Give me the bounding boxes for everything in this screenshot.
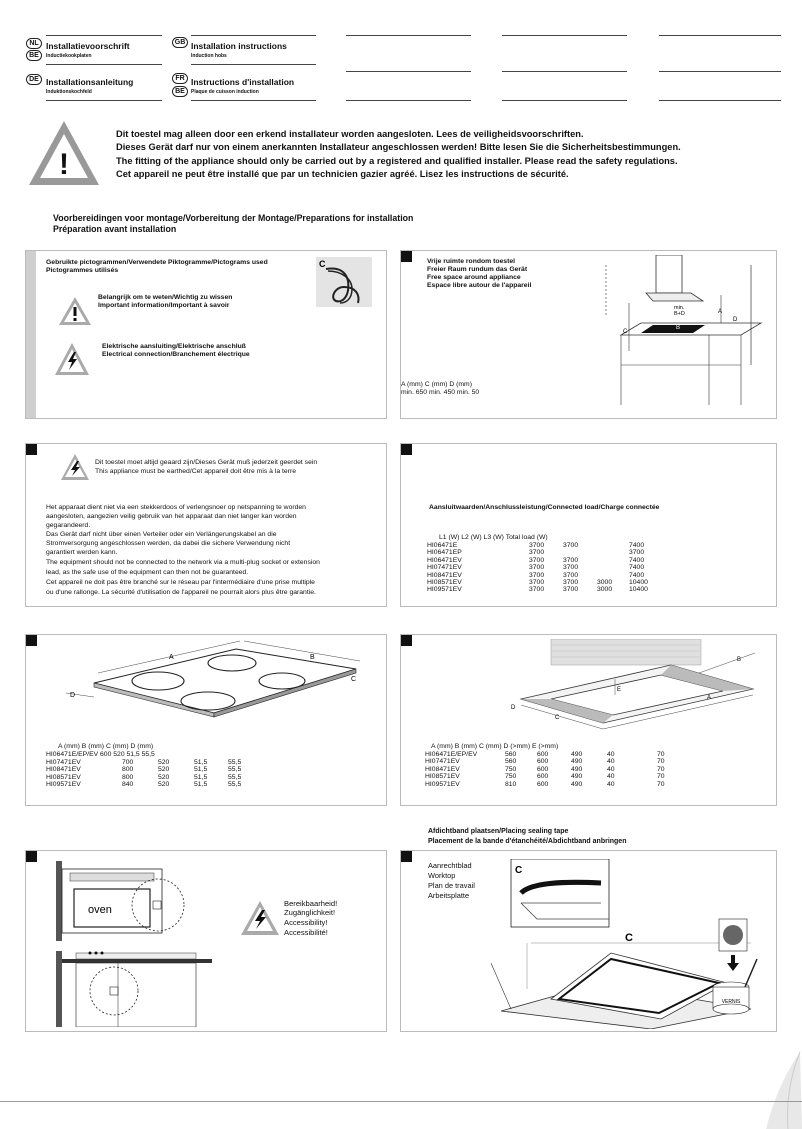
panel-earthing — [25, 443, 387, 607]
sealing-title: Afdichtband plaatsen/Placing sealing tape — [428, 828, 569, 835]
dim-cell: 51,5 — [194, 759, 208, 766]
cutout-cell: 490 — [571, 780, 583, 788]
load-cell: 3700 — [529, 586, 545, 594]
earthing-title: This appliance must be earthed/Cet appareil doit être mis à la terre — [95, 468, 296, 475]
load-cell: 3700 — [529, 571, 545, 579]
svg-text:C: C — [623, 329, 628, 335]
lang-badge-be: BE — [26, 50, 42, 61]
load-cell: 7400 — [629, 564, 645, 572]
title-nl: Installatievoorschrift — [46, 41, 130, 51]
cable-icon — [316, 257, 372, 307]
warning-triangle-icon — [26, 118, 102, 188]
worktop-label: Arbeitsplatte — [428, 891, 470, 900]
panel-cutout-dimensions — [400, 634, 777, 806]
model-name: HI08471EV — [427, 571, 462, 579]
earthing-paragraph: Stromversorgung angeschlossen werden, da dabei die sichere Verwendung nicht — [46, 540, 291, 547]
cutout-cell: 70 — [657, 758, 665, 766]
dim-cell: 520 — [158, 781, 170, 789]
svg-text:C: C — [625, 932, 633, 944]
earthing-paragraph: garantiert werden kann. — [46, 549, 118, 556]
earthing-paragraph: aangesloten, aangezien veilig gebruik van het apparaat dan niet langer kan worden — [46, 513, 297, 520]
kitchen-clearance-diagram — [601, 255, 773, 415]
electric-warning-icon — [239, 899, 281, 937]
electric-warning-icon — [53, 341, 91, 377]
dim-cell: 51,5 — [194, 781, 208, 789]
svg-text:min.: min. — [674, 305, 685, 311]
svg-text:C: C — [515, 865, 523, 876]
header-rule — [191, 100, 316, 101]
load-cell: 7400 — [629, 542, 645, 549]
worktop-label: Plan de travail — [428, 881, 475, 890]
load-cell: 3700 — [563, 564, 579, 572]
svg-text:E: E — [617, 687, 622, 693]
accessibility-diagram — [56, 861, 216, 1027]
subtitle-gb: Induction hobs — [191, 53, 227, 59]
cutout-header: A (mm) B (mm) C (mm) D (>mm) E (>mm) — [431, 743, 559, 750]
dim-cell: 840 — [122, 781, 134, 789]
electric-warning-icon — [59, 452, 91, 482]
dim-cell: 800 — [122, 773, 134, 781]
load-header: L1 (W) L2 (W) L3 (W) Total load (W) — [439, 534, 548, 541]
header-rule — [46, 64, 162, 65]
cutout-cell: 600 — [537, 758, 549, 766]
warning-text-fr: Cet appareil ne peut être installé que par un technicien gazier agréé. Lisez les instructions de sécurité. — [116, 169, 569, 179]
hob-dim-header: A (mm) B (mm) C (mm) D (mm) — [58, 743, 154, 750]
load-cell: 7400 — [629, 556, 645, 564]
svg-text:D: D — [70, 692, 76, 699]
panel-corner — [26, 851, 37, 862]
free-space-title: Free space around appliance — [427, 274, 521, 281]
header-rule — [46, 35, 162, 36]
cutout-cell: 40 — [607, 765, 615, 773]
panel-corner — [401, 444, 412, 455]
panel-corner — [26, 444, 37, 455]
load-title: Aansluitwaarden/Anschlussleistung/Connected load/Charge connectée — [429, 504, 660, 511]
header-rule — [191, 64, 316, 65]
model-name: HI09571EV — [427, 586, 462, 594]
header-rule — [346, 35, 471, 36]
footer-rule — [0, 1101, 802, 1102]
model-name: HI08571EV — [46, 773, 81, 781]
cutout-cell: 560 — [505, 758, 517, 766]
header-rule — [502, 35, 627, 36]
cutout-cell: 600 — [537, 773, 549, 781]
cutout-cell: 70 — [657, 773, 665, 781]
subtitle-de: Induktionskochfeld — [46, 89, 92, 95]
model-name: HI08471EV — [46, 766, 81, 774]
cutout-cell: 70 — [657, 765, 665, 773]
earthing-paragraph: gegarandeerd. — [46, 522, 91, 529]
svg-text:oven: oven — [88, 904, 112, 916]
svg-text:A: A — [718, 309, 723, 315]
svg-text:B: B — [676, 325, 681, 331]
worktop-label: Worktop — [428, 871, 456, 880]
cutout-cell: 40 — [607, 773, 615, 781]
cutout-cell: 490 — [571, 751, 583, 758]
dim-cell: 55,5 — [228, 781, 242, 789]
svg-text:C: C — [319, 259, 326, 269]
cutout-cell: 40 — [607, 758, 615, 766]
model-name: HI08471EV — [425, 765, 460, 773]
cutout-cell: 70 — [657, 780, 665, 788]
accessibility-label: Accessibilité! — [284, 928, 328, 937]
header-rule — [659, 35, 781, 36]
dim-cell: 520 — [158, 759, 170, 766]
svg-text:A: A — [169, 654, 174, 661]
load-cell: 3000 — [597, 586, 613, 594]
dim-cell: 51,5 — [194, 766, 208, 774]
hob-dim-first-row: HI06471E/EP/EV 600 520 51,5 55,5 — [46, 751, 155, 758]
svg-text:A: A — [707, 695, 712, 701]
load-cell: 3000 — [597, 579, 613, 586]
page-curl-icon — [756, 1052, 802, 1129]
cutout-cell: 490 — [571, 773, 583, 781]
model-name: HI08571EV — [427, 579, 462, 586]
load-cell: 3700 — [563, 571, 579, 579]
dim-cell: 55,5 — [228, 766, 242, 774]
cutout-cell: 70 — [657, 751, 665, 758]
load-cell: 10400 — [629, 579, 648, 586]
header-rule — [191, 35, 316, 36]
earthing-paragraph: Cet appareil ne doit pas être branché sur le réseau par l'intermédiaire d'une prise multiple — [46, 579, 315, 586]
section-title: Voorbereidingen voor montage/Vorbereitung der Montage/Preparations for installation — [53, 213, 414, 223]
svg-text:B+D: B+D — [674, 311, 685, 317]
panel-connected-load — [400, 443, 777, 607]
worktop-label: Aanrechtblad — [428, 861, 472, 870]
load-cell: 3700 — [529, 542, 545, 549]
dim-cell: 800 — [122, 766, 134, 774]
header-rule — [502, 71, 627, 72]
cutout-cell: 600 — [537, 780, 549, 788]
warning-text-en: The fitting of the appliance should only be carried out by a registered and qualified installer. Please read the safety regulations. — [116, 156, 678, 166]
model-name: HI07471EV — [425, 758, 460, 766]
free-space-title: Freier Raum rundum das Gerät — [427, 266, 528, 273]
earthing-paragraph: ou d'une rallonge. La sécurité d'utilisation de l'appareil ne pourrait alors plus être garantie. — [46, 589, 316, 596]
lang-badge-nl: NL — [26, 38, 42, 49]
svg-text:D: D — [733, 317, 738, 323]
panel-sealing-tape — [400, 850, 777, 1032]
load-cell: 10400 — [629, 586, 648, 594]
panel-title: Pictogrammes utilisés — [46, 267, 119, 274]
accessibility-label: Accessibility! — [284, 918, 328, 927]
model-name: HI06471E/EP/EV — [425, 751, 478, 758]
sealing-tape-diagram — [491, 859, 771, 1029]
cutout-cell: 40 — [607, 751, 615, 758]
warning-text-nl: Dit toestel mag alleen door een erkend installateur worden aangesloten. Lees de veiligheidsvoorschriften. — [116, 129, 584, 139]
header-rule — [346, 71, 471, 72]
svg-text:VERNIS: VERNIS — [721, 999, 741, 1005]
header-rule — [346, 100, 471, 101]
load-cell: 7400 — [629, 571, 645, 579]
model-name: HI06471EV — [427, 556, 462, 564]
load-cell: 3700 — [563, 579, 579, 586]
lang-badge-gb: GB — [172, 37, 188, 48]
load-cell: 3700 — [629, 549, 645, 557]
electric-label: Electrical connection/Branchement électrique — [102, 351, 250, 358]
clearance-values: min. 650 min. 450 min. 50 — [401, 389, 480, 396]
load-cell: 3700 — [563, 586, 579, 594]
dim-cell: 51,5 — [194, 773, 208, 781]
info-label: Belangrijk om te weten/Wichtig zu wissen — [98, 294, 233, 301]
cutout-cell: 40 — [607, 780, 615, 788]
load-cell: 3700 — [529, 579, 545, 586]
info-label: Important information/Important à savoir — [98, 302, 230, 309]
earthing-paragraph: Das Gerät darf nicht über einen Verteiler oder ein Verlängerungskabel an die — [46, 531, 277, 538]
earthing-paragraph: The equipment should not be connected to the network via a multi-plug socket or extension — [46, 559, 320, 566]
accessibility-label: Bereikbaarheid! — [284, 899, 338, 908]
title-gb: Installation instructions — [191, 41, 287, 51]
header-rule — [659, 71, 781, 72]
model-name: HI06471EP — [427, 549, 462, 557]
clearance-header: A (mm) C (mm) D (mm) — [401, 381, 472, 388]
dim-cell: 55,5 — [228, 759, 242, 766]
section-title: Préparation avant installation — [53, 224, 177, 234]
cutout-cell: 750 — [505, 773, 517, 781]
model-name: HI08571EV — [425, 773, 460, 781]
cutout-cell: 600 — [537, 765, 549, 773]
svg-text:!: ! — [59, 148, 69, 181]
svg-text:C: C — [351, 676, 357, 683]
cutout-cell: 490 — [571, 765, 583, 773]
hob-dimension-diagram — [54, 639, 364, 737]
panel-accessibility — [25, 850, 387, 1032]
dim-cell: 520 — [158, 766, 170, 774]
panel-hob-dimensions — [25, 634, 387, 806]
panel-strip — [26, 251, 36, 418]
model-name: HI06471E — [427, 542, 458, 549]
load-cell: 3700 — [563, 556, 579, 564]
header-rule — [46, 100, 162, 101]
earthing-paragraph: Het apparaat dient niet via een stekkerdoos of verlengsnoer op netspanning te worden — [46, 504, 306, 511]
subtitle-nl: Inductiekookplaten — [46, 53, 92, 59]
panel-corner — [401, 635, 412, 646]
lang-badge-be: BE — [172, 86, 188, 97]
subtitle-fr: Plaque de cuisson induction — [191, 89, 259, 95]
panel-corner — [401, 251, 412, 262]
panel-free-space — [400, 250, 777, 419]
svg-text:C: C — [555, 715, 560, 721]
earthing-paragraph: lead, as the safe use of the equipment can then not be guaranteed. — [46, 569, 249, 576]
free-space-title: Espace libre autour de l'appareil — [427, 282, 532, 289]
lang-badge-de: DE — [26, 74, 42, 85]
cutout-cell: 560 — [505, 751, 517, 758]
electric-label: Elektrische aansluiting/Elektrische anschluß — [102, 343, 246, 350]
earthing-title: Dit toestel moet altijd geaard zijn/Dieses Gerät muß jederzeit geerdet sein — [95, 459, 318, 466]
load-cell: 3700 — [529, 556, 545, 564]
accessibility-label: Zugänglichkeit! — [284, 908, 336, 917]
header-rule — [502, 100, 627, 101]
model-name: HI07471EV — [46, 759, 81, 766]
load-cell: 3700 — [529, 549, 545, 557]
cutout-cell: 600 — [537, 751, 549, 758]
svg-text:B: B — [310, 654, 315, 661]
title-de: Installationsanleitung — [46, 77, 134, 87]
panel-title: Gebruikte pictogrammen/Verwendete Piktogramme/Pictograms used — [46, 259, 268, 266]
dim-cell: 520 — [158, 773, 170, 781]
model-name: HI09571EV — [425, 780, 460, 788]
svg-text:B: B — [737, 657, 742, 663]
warning-text-de: Dieses Gerät darf nur von einem anerkannten Installateur angeschlossen werden! Bitte lesen Sie die Sicherheitsbestimmungen. — [116, 142, 681, 152]
model-name: HI09571EV — [46, 781, 81, 789]
cutout-cell: 490 — [571, 758, 583, 766]
cutout-diagram — [511, 639, 761, 739]
sealing-title: Placement de la bande d'étanchéité/Abdichtband anbringen — [428, 838, 627, 845]
info-triangle-icon — [57, 295, 93, 327]
panel-pictograms — [25, 250, 387, 419]
panel-corner — [401, 851, 412, 862]
lang-badge-fr: FR — [172, 73, 188, 84]
svg-text:D: D — [511, 705, 516, 711]
free-space-title: Vrije ruimte rondom toestel — [427, 258, 516, 265]
cutout-cell: 810 — [505, 780, 517, 788]
load-cell: 3700 — [563, 542, 579, 549]
load-cell: 3700 — [529, 564, 545, 572]
dim-cell: 700 — [122, 759, 134, 766]
header-rule — [659, 100, 781, 101]
title-fr: Instructions d'installation — [191, 77, 295, 87]
cutout-cell: 750 — [505, 765, 517, 773]
model-name: HI07471EV — [427, 564, 462, 572]
panel-corner — [26, 635, 37, 646]
dim-cell: 55,5 — [228, 773, 242, 781]
